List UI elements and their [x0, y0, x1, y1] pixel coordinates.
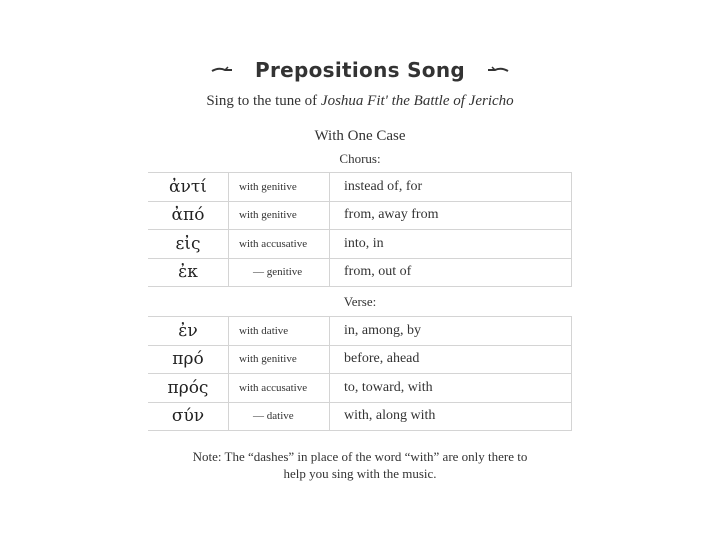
- case-label: with dative: [239, 324, 289, 337]
- meaning: to, toward, with: [344, 379, 433, 395]
- meaning: from, away from: [344, 207, 439, 223]
- greek-preposition: ἀπό: [171, 205, 205, 226]
- greek-preposition: σύν: [171, 406, 205, 427]
- subtitle-prefix: Sing to the tune of: [206, 93, 321, 109]
- greek-preposition: πρός: [167, 377, 209, 398]
- case-label: — genitive: [253, 266, 303, 279]
- table-row: [148, 374, 572, 403]
- verse-table: [148, 316, 572, 431]
- tune-name: Joshua Fit' the Battle of Jericho: [320, 93, 514, 109]
- table-row: [148, 402, 572, 431]
- subtitle: [0, 93, 720, 110]
- table-row: [148, 345, 572, 374]
- greek-preposition: πρό: [172, 349, 204, 370]
- case-label: with genitive: [239, 209, 297, 222]
- meaning: from, out of: [344, 264, 412, 280]
- case-label: with accusative: [239, 381, 308, 394]
- case-label: with genitive: [239, 353, 297, 366]
- case-label: — dative: [253, 410, 294, 423]
- meaning: instead of, for: [344, 178, 423, 194]
- table-row: [148, 230, 572, 259]
- greek-preposition: ἐν: [178, 320, 198, 341]
- flourish-right-icon: [487, 65, 509, 75]
- footnote-line-2: help you sing with the music.: [283, 466, 437, 481]
- greek-preposition: εἰς: [175, 233, 201, 254]
- title-row: [0, 58, 720, 82]
- meaning: in, among, by: [344, 322, 421, 338]
- verse-label: Verse:: [343, 294, 377, 309]
- flourish-left-icon: [211, 65, 233, 75]
- greek-preposition: ἐκ: [178, 262, 198, 283]
- table-row: [148, 173, 572, 202]
- footnote: [0, 448, 720, 482]
- chorus-label: Chorus:: [339, 151, 381, 166]
- page-title: Prepositions Song: [255, 58, 465, 82]
- case-label: with accusative: [239, 237, 308, 250]
- greek-preposition: ἀντί: [169, 176, 207, 197]
- chorus-table: [148, 172, 572, 287]
- footnote-line-1: Note: The “dashes” in place of the word “with” are only there to: [192, 449, 528, 464]
- table-row: [148, 201, 572, 230]
- meaning: before, ahead: [344, 351, 420, 367]
- table-row: [148, 258, 572, 287]
- meaning: into, in: [344, 235, 384, 251]
- case-label: with genitive: [239, 180, 297, 193]
- table-row: [148, 317, 572, 346]
- meaning: with, along with: [344, 408, 436, 424]
- section-heading: With One Case: [314, 128, 406, 144]
